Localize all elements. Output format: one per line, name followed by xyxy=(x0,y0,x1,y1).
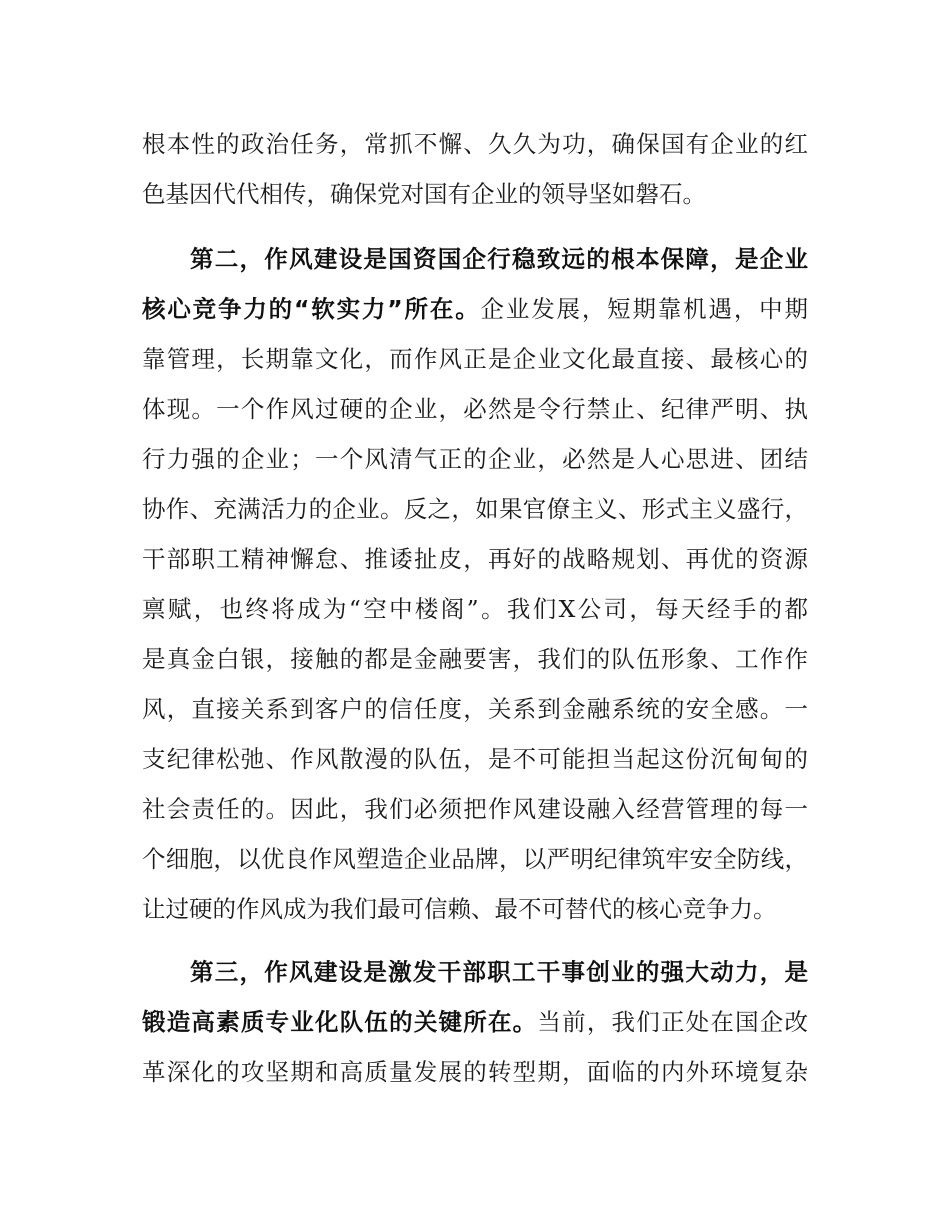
bold-heading-text: 核心竞争力的“软实力”所在。 xyxy=(142,295,481,323)
text-line xyxy=(142,284,808,334)
body-text: 革深化的攻坚期和高质量发展的转型期，面临的内外环境复杂 xyxy=(142,1058,808,1086)
bold-heading-text: 第二，作风建设是国资国企行稳致远的根本保障，是企业 xyxy=(190,245,808,273)
text-line xyxy=(142,734,808,784)
body-text: 让过硬的作风成为我们最可信赖、最不可替代的核心竞争力。 xyxy=(142,895,777,923)
body-text: 行力强的企业；一个风清气正的企业，必然是人心思进、团结 xyxy=(142,445,808,473)
body-text: 风，直接关系到客户的信任度，关系到金融系统的安全感。一 xyxy=(142,695,808,723)
text-line xyxy=(142,1047,808,1097)
body-text: 体现。一个作风过硬的企业，必然是令行禁止、纪律严明、执 xyxy=(142,395,808,423)
text-line xyxy=(142,684,808,734)
text-line xyxy=(190,234,808,284)
body-text: 协作、充满活力的企业。反之，如果官僚主义、形式主义盛行， xyxy=(142,495,808,523)
bold-heading-text: 锻造高素质专业化队伍的关键所在。 xyxy=(142,1008,538,1036)
body-text: 禀赋，也终将成为“空中楼阁”。我们X公司，每天经手的都 xyxy=(142,595,808,623)
body-text: 根本性的政治任务，常抓不懈、久久为功，确保国有企业的红 xyxy=(142,130,808,158)
text-line xyxy=(190,947,808,997)
body-text: 靠管理，长期靠文化，而作风正是企业文化最直接、最核心的 xyxy=(142,345,808,373)
text-line xyxy=(142,784,808,834)
text-line xyxy=(142,384,808,434)
text-line xyxy=(142,997,808,1047)
body-text: 是真金白银，接触的都是金融要害，我们的队伍形象、工作作 xyxy=(142,645,808,673)
body-text: 企业发展，短期靠机遇，中期 xyxy=(480,295,809,323)
text-line xyxy=(142,119,808,169)
text-line xyxy=(142,834,808,884)
text-line xyxy=(142,584,808,634)
text-line xyxy=(142,484,808,534)
text-line xyxy=(142,434,808,484)
bold-heading-text: 第三，作风建设是激发干部职工干事创业的强大动力，是 xyxy=(190,958,808,986)
body-text: 当前，我们正处在国企改 xyxy=(537,1008,809,1036)
text-line xyxy=(142,534,808,584)
text-line xyxy=(142,334,808,384)
body-text: 支纪律松弛、作风散漫的队伍，是不可能担当起这份沉甸甸的 xyxy=(142,745,808,773)
body-text: 社会责任的。因此，我们必须把作风建设融入经营管理的每一 xyxy=(142,795,808,823)
text-line xyxy=(142,634,808,684)
body-text: 干部职工精神懈怠、推诿扯皮，再好的战略规划、再优的资源 xyxy=(142,545,808,573)
text-line xyxy=(142,884,808,934)
text-line xyxy=(142,169,808,219)
body-text: 个细胞，以优良作风塑造企业品牌，以严明纪律筑牢安全防线， xyxy=(142,845,808,873)
body-text: 色基因代代相传，确保党对国有企业的领导坚如磐石。 xyxy=(142,180,706,208)
